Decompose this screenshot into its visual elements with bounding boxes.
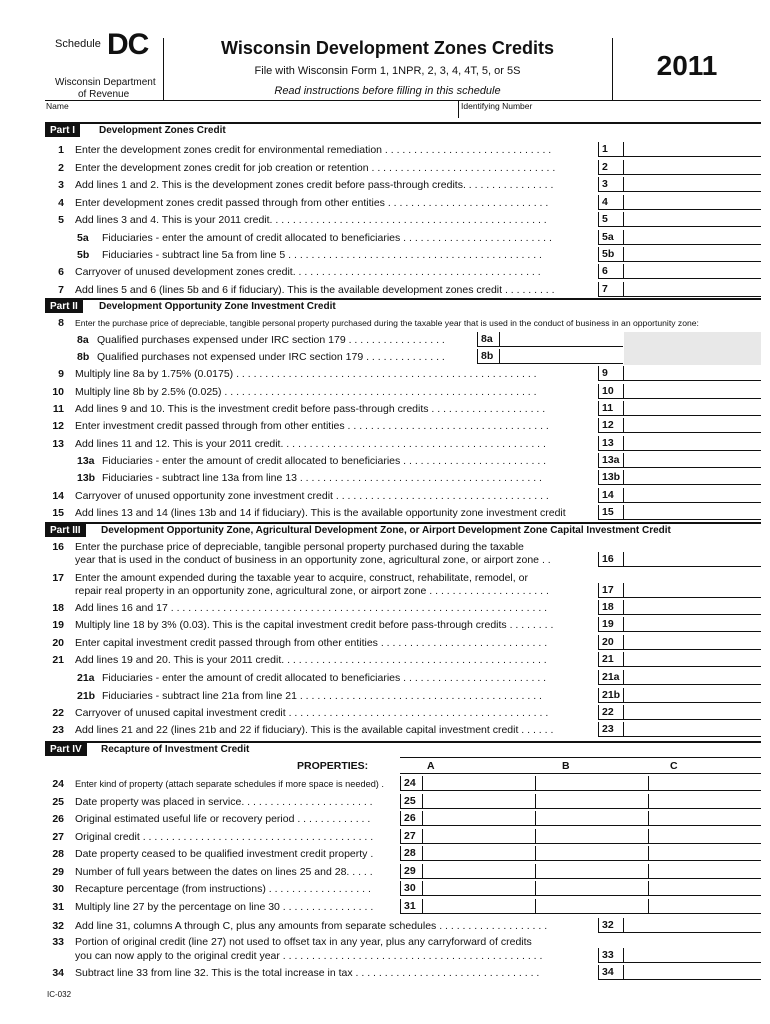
line-text: Carryover of unused development zones credit. . . . . . . . . . . . . . . . . . . . . . . . . . . . . . . . . . . . . . . . . . . (75, 266, 541, 278)
box-label: 21 (598, 652, 623, 667)
line-text: Subtract line 33 from line 32. This is the total increase in tax . . . . . . . . . . . . . . . . . . . . . . . . . . . . . . . . (75, 967, 540, 979)
box-label: 13b (598, 470, 623, 485)
part-3-header (45, 522, 761, 538)
line-text: Number of full years between the dates on lines 25 and 28. . . . . (75, 866, 373, 878)
line-text: Fiduciaries - enter the amount of credit allocated to beneficiaries . . . . . . . . . . . . . . . . . . . . . . . . . (102, 455, 547, 467)
line-22-amount-field[interactable] (623, 705, 761, 720)
line-19-amount-field[interactable] (623, 617, 761, 632)
line-13 (0, 436, 770, 452)
line-27-column-b-field[interactable] (535, 829, 648, 844)
line-5 (0, 212, 770, 228)
line-29-column-c-field[interactable] (648, 864, 761, 879)
line-4-amount-field[interactable] (623, 195, 761, 210)
line-25-column-c-field[interactable] (648, 794, 761, 809)
box-label: 15 (598, 505, 623, 520)
line-10-amount-field[interactable] (623, 384, 761, 399)
line-32 (0, 918, 770, 934)
line-20-amount-field[interactable] (623, 635, 761, 650)
box-label: 25 (400, 794, 422, 809)
line-text: Enter the purchase price of depreciable, tangible personal property purchased during the taxable year that is used in the conduct of business in an opportunity zone: (75, 318, 699, 328)
line-number: 19 (52, 619, 64, 631)
line-number: 2 (58, 162, 64, 174)
line-5a-amount-field[interactable] (623, 230, 761, 245)
line-23 (0, 722, 770, 738)
box-label: 2 (598, 160, 623, 175)
line-31 (0, 899, 770, 915)
line-13a-amount-field[interactable] (623, 453, 761, 468)
line-23-amount-field[interactable] (623, 722, 761, 737)
box-label: 16 (598, 552, 623, 567)
box-label: 8a (477, 332, 499, 347)
box-label: 33 (598, 948, 623, 963)
identifying-number-field[interactable] (461, 110, 761, 122)
line-text: Fiduciaries - subtract line 21a from line 21 . . . . . . . . . . . . . . . . . . . . . . . . . . . . . . . . . . . . . . . . . . (102, 690, 542, 702)
box-label: 27 (400, 829, 422, 844)
line33b-amount-field[interactable] (623, 948, 761, 963)
line-27 (0, 829, 770, 845)
box-label: 1 (598, 142, 623, 157)
line-text: Add lines 21 and 22 (lines 21b and 22 if fiduciary). This is the available capital investment credit . . . . . . (75, 724, 554, 736)
line-text: Multiply line 27 by the percentage on line 30 . . . . . . . . . . . . . . . . (75, 901, 374, 913)
box-label: 18 (598, 600, 623, 615)
line-6 (0, 264, 770, 280)
form-title: Wisconsin Development Zones Credits (221, 38, 554, 58)
box-label: 14 (598, 488, 623, 503)
line-8b-amount-field[interactable] (499, 349, 623, 364)
line-number: 25 (52, 796, 64, 808)
line-text: Enter kind of property (attach separate schedules if more space is needed) . (75, 779, 384, 789)
box-label: 10 (598, 384, 623, 399)
line-6-amount-field[interactable] (623, 264, 761, 279)
line-number: 30 (52, 883, 64, 895)
line-sub-number: 5a (77, 232, 89, 244)
line-11-amount-field[interactable] (623, 401, 761, 416)
line-34 (0, 965, 770, 981)
box-label: 5a (598, 230, 623, 245)
line-text: Fiduciaries - enter the amount of credit allocated to beneficiaries . . . . . . . . . . . . . . . . . . . . . . . . . (102, 672, 547, 684)
box-label: 4 (598, 195, 623, 210)
identifying-number-label: Identifying Number (461, 101, 533, 111)
line-10 (0, 384, 770, 400)
line-1 (0, 142, 770, 158)
line-text: Enter investment credit passed through from other entities . . . . . . . . . . . . . . . . . . . . . . . . . . . . . . . . . . . (75, 420, 549, 432)
line-number: 1 (58, 144, 64, 156)
line-24-column-c-field[interactable] (648, 776, 761, 791)
line-26 (0, 811, 770, 827)
box-label: 3 (598, 177, 623, 192)
line-14 (0, 488, 770, 504)
line-14-amount-field[interactable] (623, 488, 761, 503)
line34-amount-field[interactable] (623, 965, 761, 980)
line-21b (0, 688, 770, 704)
form-code: IC-032 (47, 990, 72, 999)
line-text: Enter the purchase price of depreciable, tangible personal property purchased during the taxable (75, 541, 524, 553)
box-label: 21b (598, 688, 623, 703)
line-text: Qualified purchases expensed under IRC section 179 . . . . . . . . . . . . . . . . . (97, 334, 445, 346)
line-26-column-b-field[interactable] (535, 811, 648, 826)
line-text: Enter development zones credit passed through from other entities . . . . . . . . . . . . . . . . . . . . . . . . . . . . (75, 197, 549, 209)
line-8 (0, 315, 770, 331)
line-29 (0, 864, 770, 880)
header-divider-left (163, 38, 164, 100)
line-number: 10 (52, 386, 64, 398)
line-11 (0, 401, 770, 417)
id-divider (458, 100, 459, 118)
line-number: 16 (52, 541, 64, 553)
line-21a-amount-field[interactable] (623, 670, 761, 685)
line-number: 21 (52, 654, 64, 666)
line-3-amount-field[interactable] (623, 177, 761, 192)
line-text: Add line 31, columns A through C, plus any amounts from separate schedules . . . . . . . . . . . . . . . . . . . (75, 920, 548, 932)
box-label: 26 (400, 811, 422, 826)
box-label: 30 (400, 881, 422, 896)
line-7 (0, 282, 770, 298)
line-text: Original credit . . . . . . . . . . . . . . . . . . . . . . . . . . . . . . . . . . . . . . . . (75, 831, 374, 843)
line-5b-amount-field[interactable] (623, 247, 761, 262)
line-text: Add lines 9 and 10. This is the investment credit before pass-through credits . . . . . . . . . . . . . . . . . . . . (75, 403, 546, 415)
line-text: Enter the development zones credit for environmental remediation . . . . . . . . . . . . . . . . . . . . . . . . . . . . . (75, 144, 552, 156)
box-label: 28 (400, 846, 422, 861)
line-text: Date property was placed in service. . . . . . . . . . . . . . . . . . . . . . . (75, 796, 373, 808)
line-9 (0, 366, 770, 382)
line-21b-amount-field[interactable] (623, 688, 761, 703)
line-26-column-a-field[interactable] (422, 811, 535, 826)
line-number: 23 (52, 724, 64, 736)
line-text: Add lines 13 and 14 (lines 13b and 14 if fiduciary). This is the available opportunity zone investment credit (75, 507, 566, 519)
line-9-amount-field[interactable] (623, 366, 761, 381)
box-label: 31 (400, 899, 422, 914)
line32-amount-field[interactable] (623, 918, 761, 933)
line-24-column-b-field[interactable] (535, 776, 648, 791)
line-31-column-c-field[interactable] (648, 899, 761, 914)
box-label: 29 (400, 864, 422, 879)
line-30 (0, 881, 770, 897)
line-30-column-c-field[interactable] (648, 881, 761, 896)
box-label: 21a (598, 670, 623, 685)
line-text: Add lines 16 and 17 . . . . . . . . . . . . . . . . . . . . . . . . . . . . . . . . . . . . . . . . . . . . . . . . . . . . . . . . . . . . . . . . . (75, 602, 548, 614)
department-line-2: of Revenue (78, 89, 130, 100)
box-label: 19 (598, 617, 623, 632)
form-year: 2011 (656, 50, 718, 81)
line-sub-number: 5b (77, 249, 90, 261)
box-label: 5 (598, 212, 623, 227)
line-text: Carryover of unused opportunity zone investment credit . . . . . . . . . . . . . . . . . . . . . . . . . . . . . . . . . . . . . (75, 490, 549, 502)
line-text: Add lines 3 and 4. This is your 2011 credit. . . . . . . . . . . . . . . . . . . . . . . . . . . . . . . . . . . . . . . . . . . . . . . . (75, 214, 547, 226)
line-text: Add lines 11 and 12. This is your 2011 credit. . . . . . . . . . . . . . . . . . . . . . . . . . . . . . . . . . . . . . . . . . . . . . (75, 438, 546, 450)
line-27-column-c-field[interactable] (648, 829, 761, 844)
line-sub-number: 13a (77, 455, 95, 467)
line-sub-number: 13b (77, 472, 96, 484)
line-21a (0, 670, 770, 686)
department-line-1: Wisconsin Department (55, 77, 156, 88)
line-number: 28 (52, 848, 64, 860)
line-text: Portion of original credit (line 27) not used to offset tax in any year, plus any carryforward of credits (75, 936, 532, 948)
line-text: Add lines 1 and 2. This is the development zones credit before pass-through credits. . . . . . . . . . . . . . . . (75, 179, 554, 191)
name-label: Name (46, 101, 69, 111)
line-13b-amount-field[interactable] (623, 470, 761, 485)
line-27-column-a-field[interactable] (422, 829, 535, 844)
line-text: Carryover of unused capital investment credit . . . . . . . . . . . . . . . . . . . . . . . . . . . . . . . . . . . . . . . . . . . . . (75, 707, 549, 719)
line-21-amount-field[interactable] (623, 652, 761, 667)
line-1-amount-field[interactable] (623, 142, 761, 157)
line-18-amount-field[interactable] (623, 600, 761, 615)
box-label: 24 (400, 776, 422, 791)
line-number: 33 (52, 936, 64, 948)
box-label: 6 (598, 264, 623, 279)
line-text: Add lines 19 and 20. This is your 2011 credit. . . . . . . . . . . . . . . . . . . . . . . . . . . . . . . . . . . . . . . . . . . . . . (75, 654, 547, 666)
line-number: 31 (52, 901, 64, 913)
line-29-column-a-field[interactable] (422, 864, 535, 879)
line-31-column-a-field[interactable] (422, 899, 535, 914)
line-5a (0, 230, 770, 246)
line-text: year that is used in the conduct of business in an opportunity zone, agricultural zone, or airport zone . . (75, 554, 551, 566)
line-15-amount-field[interactable] (623, 505, 761, 520)
line-20 (0, 635, 770, 651)
line-28-column-a-field[interactable] (422, 846, 535, 861)
line-text: Recapture percentage (from instructions) . . . . . . . . . . . . . . . . . . (75, 883, 371, 895)
part-3-title: Development Opportunity Zone, Agricultural Development Zone, or Airport Development Zone Capital Investment Credit (101, 525, 671, 536)
line-number: 17 (52, 572, 64, 584)
part-4-tag: Part IV (45, 743, 87, 756)
line-21 (0, 652, 770, 668)
box-label: 8b (477, 349, 499, 364)
line-number: 15 (52, 507, 64, 519)
line-number: 11 (52, 403, 64, 415)
line-5b (0, 247, 770, 263)
line-number: 6 (58, 266, 64, 278)
part-4-title: Recapture of Investment Credit (101, 744, 250, 755)
line-13-amount-field[interactable] (623, 436, 761, 451)
box-label: 13a (598, 453, 623, 468)
line-number: 14 (52, 490, 64, 502)
line-30-column-a-field[interactable] (422, 881, 535, 896)
column-a-header: A (427, 760, 435, 772)
line-16 (0, 552, 770, 568)
line-number: 9 (58, 368, 64, 380)
line-text: Fiduciaries - subtract line 13a from line 13 . . . . . . . . . . . . . . . . . . . . . . . . . . . . . . . . . . . . . . . . . . (102, 472, 542, 484)
box-label: 7 (598, 282, 623, 297)
line-number: 29 (52, 866, 64, 878)
line-number: 12 (52, 420, 64, 432)
name-divider (45, 100, 761, 101)
name-field[interactable] (46, 110, 456, 122)
line-number: 20 (52, 637, 64, 649)
line-text: Qualified purchases not expensed under IRC section 179 . . . . . . . . . . . . . . (97, 351, 445, 363)
line-number: 27 (52, 831, 64, 843)
line-19 (0, 617, 770, 633)
line-number: 5 (58, 214, 64, 226)
line-text: Date property ceased to be qualified investment credit property . (75, 848, 374, 860)
line-13a (0, 453, 770, 469)
part-1-title: Development Zones Credit (99, 125, 226, 136)
line-number: 4 (58, 197, 64, 209)
line-sub-number: 21b (77, 690, 96, 702)
line-number: 24 (52, 778, 64, 790)
line-24-column-a-field[interactable] (422, 776, 535, 791)
line-25 (0, 794, 770, 810)
line-number: 13 (52, 438, 64, 450)
grid-top-border (400, 757, 761, 758)
part-1-header (45, 122, 761, 138)
box-label: 5b (598, 247, 623, 262)
form-subtitle: File with Wisconsin Form 1, 1NPR, 2, 3, 4, 4T, 5, or 5S (254, 65, 521, 77)
part-1-tag: Part I (45, 124, 80, 137)
line-number: 7 (58, 284, 64, 296)
line-2 (0, 160, 770, 176)
part-2-title: Development Opportunity Zone Investment Credit (99, 301, 336, 312)
line-33b (0, 948, 770, 964)
line-18 (0, 600, 770, 616)
line-4 (0, 195, 770, 211)
line-text: Multiply line 8a by 1.75% (0.0175) . . . . . . . . . . . . . . . . . . . . . . . . . . . . . . . . . . . . . . . . . . . . . . . . . . . . (75, 368, 537, 380)
line-8a-amount-field[interactable] (499, 332, 623, 347)
grid-header-border (400, 773, 761, 774)
line-25-column-a-field[interactable] (422, 794, 535, 809)
shaded-area (624, 332, 761, 365)
box-label: 12 (598, 418, 623, 433)
line-15 (0, 505, 770, 521)
schedule-label: Schedule (55, 38, 101, 50)
line-number: 26 (52, 813, 64, 825)
schedule-code: DC (107, 28, 149, 61)
box-label: 22 (598, 705, 623, 720)
line-text: repair real property in an opportunity zone, agricultural zone, or airport zone . . . . . . . . . . . . . . . . . . . . . (75, 585, 549, 597)
box-label: 34 (598, 965, 623, 980)
line-text: Enter the development zones credit for job creation or retention . . . . . . . . . . . . . . . . . . . . . . . . . . . . . . . . (75, 162, 556, 174)
line-text: you can now apply to the original credit year . . . . . . . . . . . . . . . . . . . . . . . . . . . . . . . . . . . . . . . . . . . . . (75, 950, 543, 962)
part-2-tag: Part II (45, 300, 83, 313)
line-number: 34 (52, 967, 64, 979)
box-label: 20 (598, 635, 623, 650)
part-3-tag: Part III (45, 524, 86, 537)
line-sub-number: 8b (77, 351, 90, 363)
line-16-amount-field[interactable] (623, 552, 761, 567)
line-31-column-b-field[interactable] (535, 899, 648, 914)
line-12 (0, 418, 770, 434)
line-number: 22 (52, 707, 64, 719)
line-28-column-c-field[interactable] (648, 846, 761, 861)
line-text: Add lines 5 and 6 (lines 5b and 6 if fiduciary). This is the available development zones credit . . . . . . . . . (75, 284, 555, 296)
line-5-amount-field[interactable] (623, 212, 761, 227)
line-26-column-c-field[interactable] (648, 811, 761, 826)
line-2-amount-field[interactable] (623, 160, 761, 175)
line-28-column-b-field[interactable] (535, 846, 648, 861)
line-25-column-b-field[interactable] (535, 794, 648, 809)
line-number: 3 (58, 179, 64, 191)
line-22 (0, 705, 770, 721)
line-29-column-b-field[interactable] (535, 864, 648, 879)
line-13b (0, 470, 770, 486)
line-text: Enter the amount expended during the taxable year to acquire, construct, rehabilitate, remodel, or (75, 572, 528, 584)
properties-label: PROPERTIES: (297, 760, 369, 772)
part-4-header (45, 741, 761, 757)
line-17 (0, 583, 770, 599)
line-number: 32 (52, 920, 64, 932)
box-label: 23 (598, 722, 623, 737)
line-text: Multiply line 18 by 3% (0.03). This is the capital investment credit before pass-through credits . . . . . . . . (75, 619, 554, 631)
column-b-header: B (562, 760, 570, 772)
line-text: Fiduciaries - enter the amount of credit allocated to beneficiaries . . . . . . . . . . . . . . . . . . . . . . . . . . (102, 232, 552, 244)
line-sub-number: 8a (77, 334, 89, 346)
form-instructions: Read instructions before filling in this schedule (274, 85, 501, 97)
line-28 (0, 846, 770, 862)
box-label: 9 (598, 366, 623, 381)
line-number: 8 (58, 317, 64, 329)
box-label: 17 (598, 583, 623, 598)
line-text: Enter capital investment credit passed through from other entities . . . . . . . . . . . . . . . . . . . . . . . . . . . . . (75, 637, 548, 649)
part-2-header (45, 298, 761, 314)
line-17-amount-field[interactable] (623, 583, 761, 598)
line-12-amount-field[interactable] (623, 418, 761, 433)
line-text: Multiply line 8b by 2.5% (0.025) . . . . . . . . . . . . . . . . . . . . . . . . . . . . . . . . . . . . . . . . . . . . . . . . . . . . . . (75, 386, 537, 398)
box-label: 11 (598, 401, 623, 416)
line-text: Original estimated useful life or recovery period . . . . . . . . . . . . . (75, 813, 371, 825)
box-label: 13 (598, 436, 623, 451)
line-3 (0, 177, 770, 193)
column-c-header: C (670, 760, 678, 772)
line-24 (0, 776, 770, 792)
line-7-amount-field[interactable] (623, 282, 761, 297)
line-text: Fiduciaries - subtract line 5a from line 5 . . . . . . . . . . . . . . . . . . . . . . . . . . . . . . . . . . . . . . . . . . . . (102, 249, 542, 261)
line-sub-number: 21a (77, 672, 95, 684)
line-number: 18 (52, 602, 64, 614)
line-30-column-b-field[interactable] (535, 881, 648, 896)
box-label: 32 (598, 918, 623, 933)
